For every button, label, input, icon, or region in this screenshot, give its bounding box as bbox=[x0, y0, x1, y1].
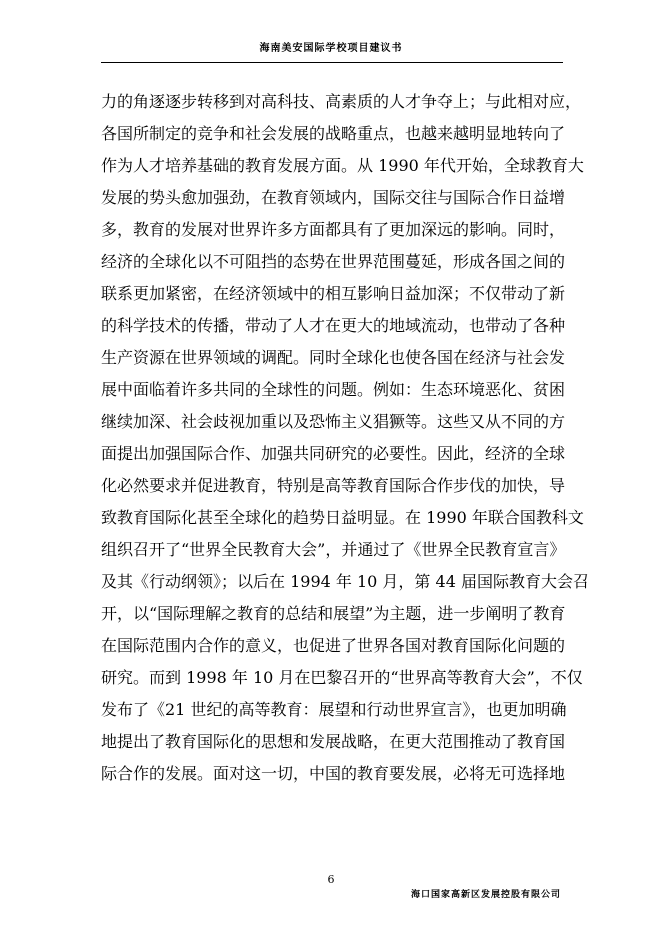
text-line: 发布了《21 世纪的高等教育：展望和行动世界宣言》，也更加明确 bbox=[101, 700, 567, 719]
footer-company: 海口国家高新区发展控股有限公司 bbox=[410, 890, 561, 900]
text-line: 在国际范围内合作的意义，也促进了世界各国对教育国际化问题的 bbox=[101, 636, 566, 655]
text-line: 力的角逐逐步转移到对高科技、高素质的人才争夺上；与此相对应， bbox=[101, 92, 582, 111]
header-divider bbox=[101, 62, 563, 63]
text-line: 开，以“国际理解之教育的总结和展望”为主题，进一步阐明了教育 bbox=[101, 604, 566, 623]
text-line: 各国所制定的竞争和社会发展的战略重点，也越来越明显地转向了 bbox=[101, 124, 566, 143]
text-line: 的科学技术的传播，带动了人才在更大的地域流动，也带动了各种 bbox=[101, 316, 566, 335]
document-header: 海南美安国际学校项目建议书 bbox=[259, 43, 403, 54]
text-line: 面提出加强国际合作、加强共同研究的必要性。因此，经济的全球 bbox=[101, 444, 566, 463]
text-line: 多，教育的发展对世界许多方面都具有了更加深远的影响。同时， bbox=[101, 220, 566, 239]
text-line: 致教育国际化甚至全球化的趋势日益明显。在 1990 年联合国教科文 bbox=[101, 508, 584, 527]
text-line: 地提出了教育国际化的思想和发展战略，在更大范围推动了教育国 bbox=[101, 732, 566, 751]
text-line: 生产资源在世界领域的调配。同时全球化也使各国在经济与社会发 bbox=[101, 348, 566, 367]
text-line: 经济的全球化以不可阻挡的态势在世界范围蔓延，形成各国之间的 bbox=[101, 252, 566, 271]
text-line: 化必然要求并促进教育，特别是高等教育国际合作步伐的加快，导 bbox=[101, 476, 566, 495]
body-text bbox=[101, 86, 589, 790]
text-line: 发展的势头愈加强劲，在教育领域内，国际交往与国际合作日益增 bbox=[101, 188, 566, 207]
text-line: 继续加深、社会歧视加重以及恐怖主义猖獗等。这些又从不同的方 bbox=[101, 412, 566, 431]
text-line: 及其《行动纲领》；以后在 1994 年 10 月，第 44 届国际教育大会召 bbox=[101, 572, 589, 591]
text-line: 研究。而到 1998 年 10 月在巴黎召开的“世界高等教育大会”，不仅 bbox=[101, 668, 583, 687]
text-line: 际合作的发展。面对这一切，中国的教育要发展，必将无可选择地 bbox=[101, 764, 566, 783]
text-line: 作为人才培养基础的教育发展方面。从 1990 年代开始，全球教育大 bbox=[101, 156, 584, 175]
text-line: 展中面临着许多共同的全球性的问题。例如：生态环境恶化、贫困 bbox=[101, 380, 566, 399]
text-line: 联系更加紧密，在经济领域中的相互影响日益加深；不仅带动了新 bbox=[101, 284, 566, 303]
page-number: 6 bbox=[327, 873, 335, 886]
text-line: 组织召开了“世界全民教育大会”，并通过了《世界全民教育宣言》 bbox=[101, 540, 566, 559]
